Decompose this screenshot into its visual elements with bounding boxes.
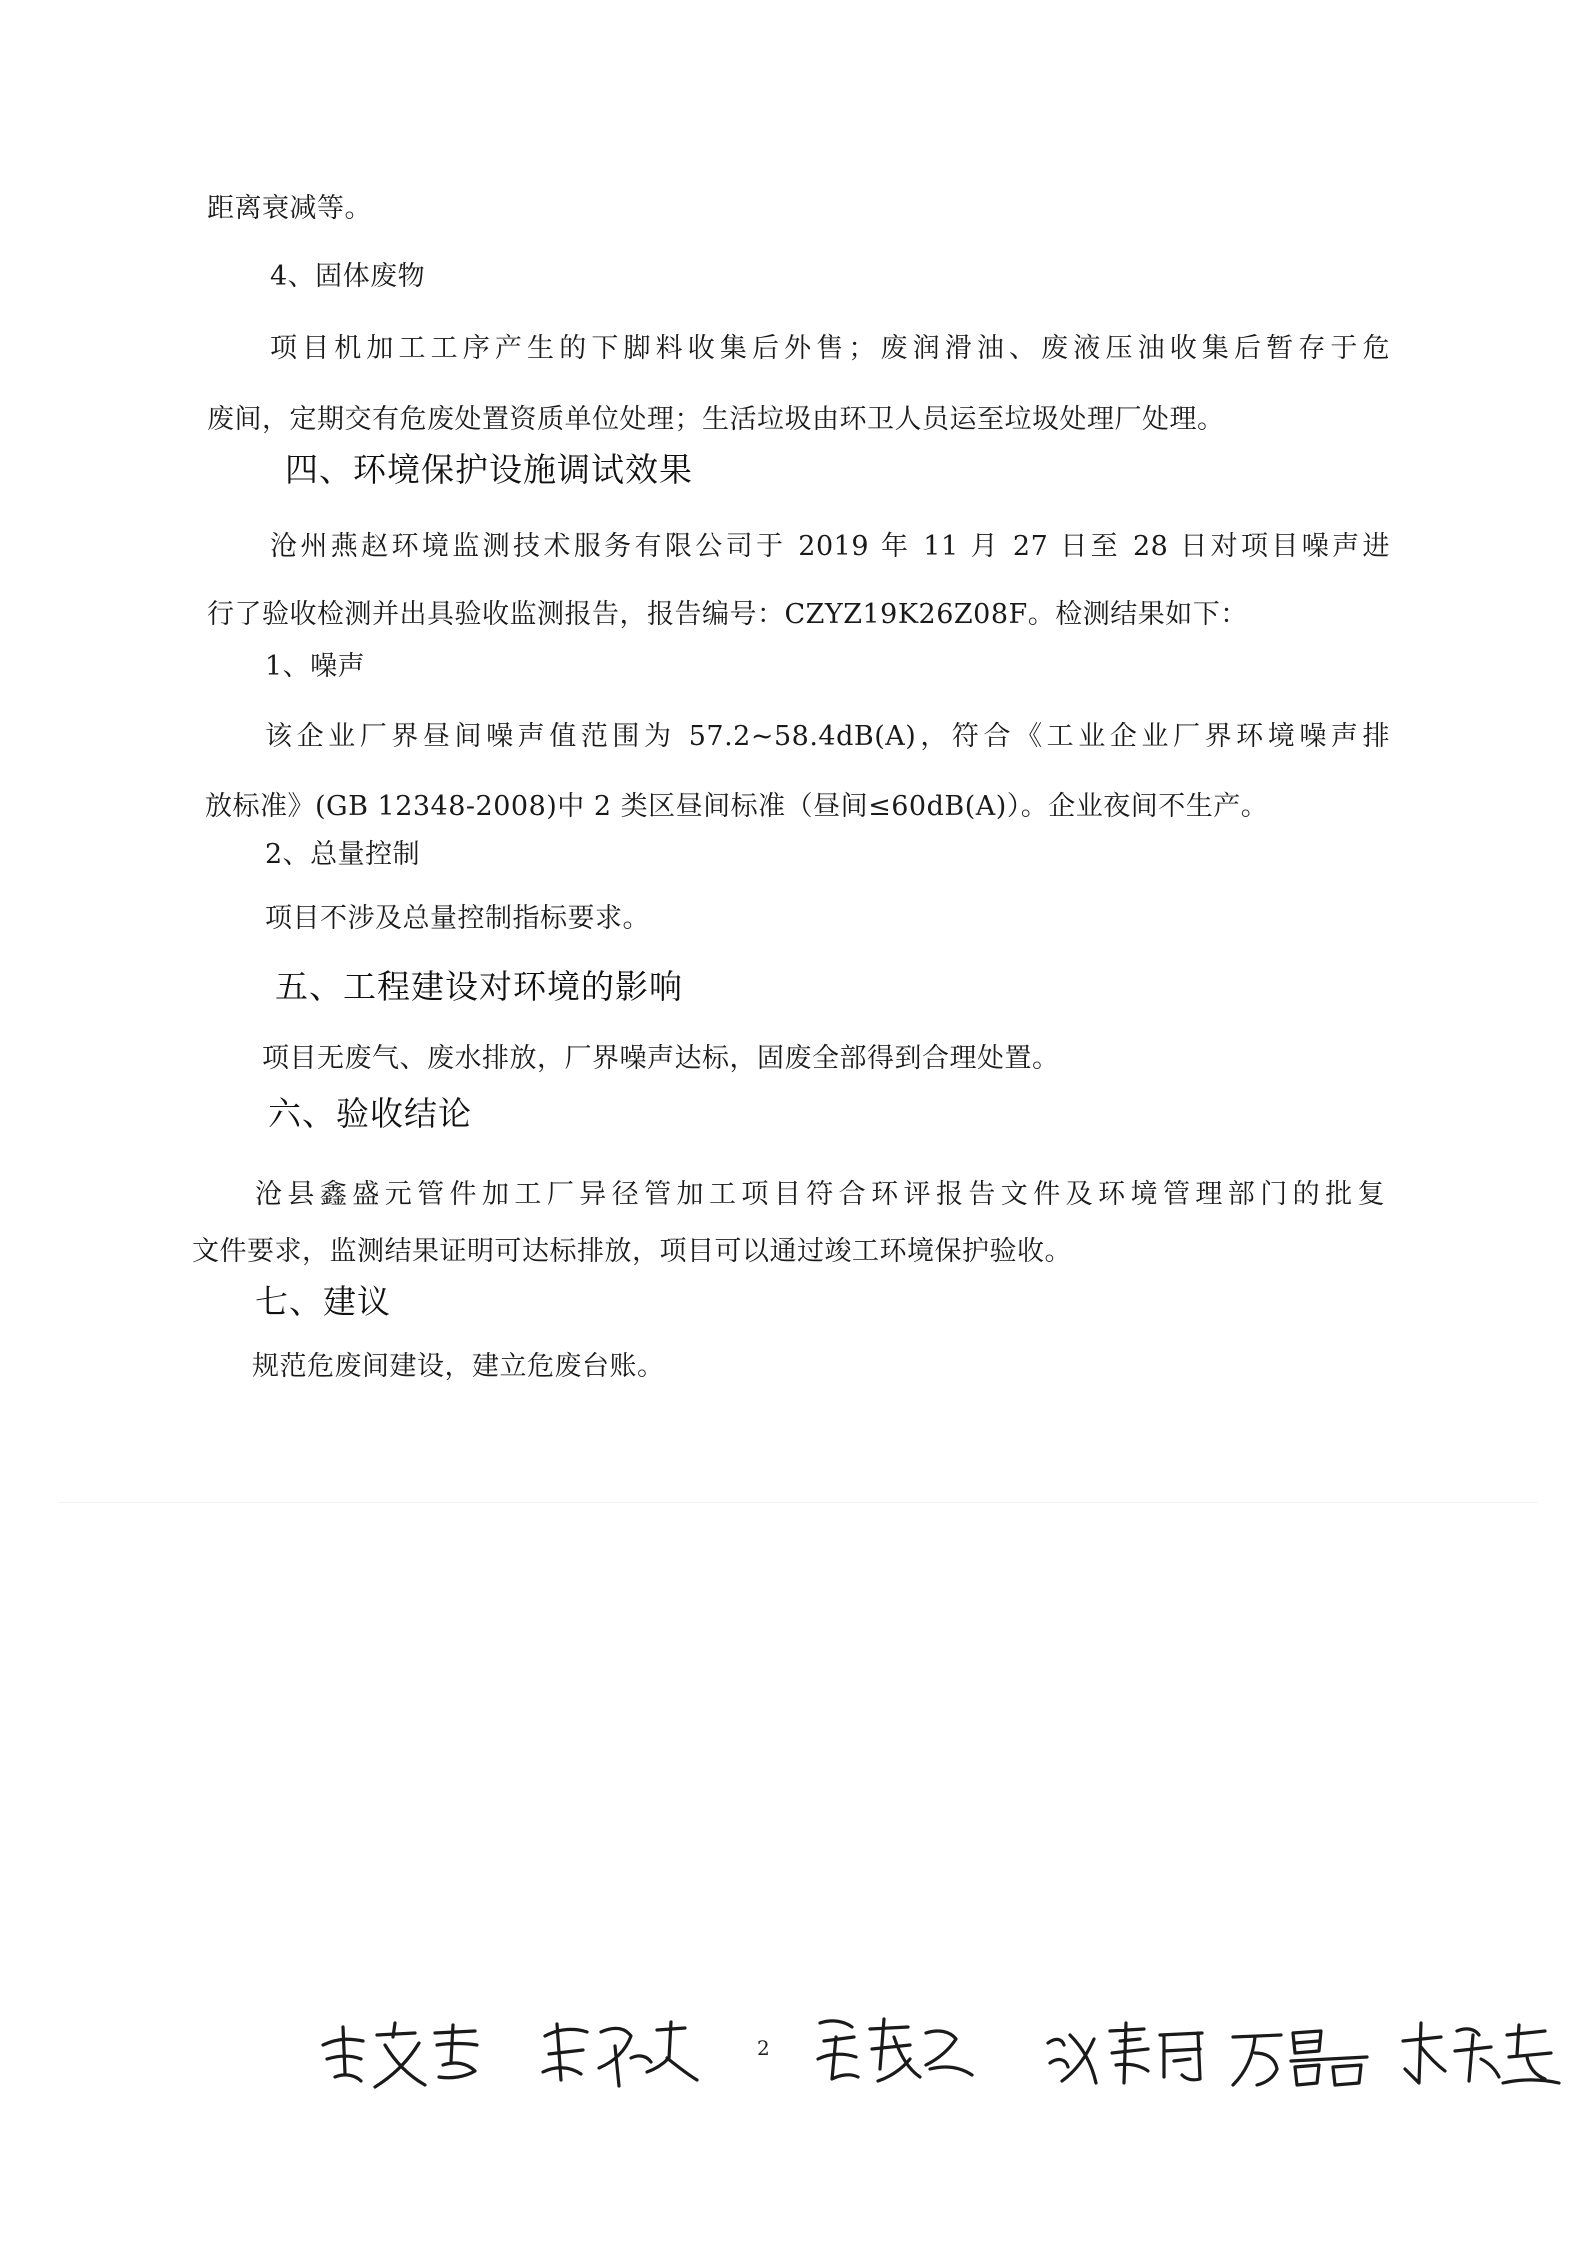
paragraph-line: 放标准》(GB 12348-2008)中 2 类区昼间标准（昼间≤60dB(A)）。企业夜间不生产。 (205, 791, 1269, 822)
section-heading-4: 四、环境保护设施调试效果 (285, 450, 693, 489)
paragraph-line: 文件要求，监测结果证明可达标排放，项目可以通过竣工环境保护验收。 (192, 1236, 1072, 1267)
paragraph-line: 沧州燕赵环境监测技术服务有限公司于 2019 年 11 月 27 日至 28 日对项目噪声进 (270, 531, 1390, 562)
paragraph-line: 项目不涉及总量控制指标要求。 (265, 903, 650, 934)
signature-row (0, 1995, 1587, 2105)
scan-artifact-line (58, 1502, 1538, 1503)
section-heading-6: 六、验收结论 (268, 1094, 472, 1133)
subsection-title-total-control: 2、总量控制 (265, 839, 421, 870)
paragraph-line: 距离衰减等。 (207, 193, 372, 224)
signature-5 (1225, 2017, 1375, 2097)
signature-6 (1395, 2011, 1565, 2096)
subsection-title-noise: 1、噪声 (265, 651, 366, 682)
section-heading-7: 七、建议 (255, 1282, 391, 1321)
paragraph-line: 该企业厂界昼间噪声值范围为 57.2~58.4dB(A)，符合《工业企业厂界环境噪声排 (265, 721, 1390, 752)
paragraph-line: 项目无废气、废水排放，厂界噪声达标，固废全部得到合理处置。 (262, 1043, 1060, 1074)
paragraph-line: 沧县鑫盛元管件加工厂异径管加工项目符合环评报告文件及环境管理部门的批复 (255, 1179, 1385, 1210)
signature-4 (1040, 2013, 1215, 2098)
paragraph-line: 废间，定期交有危废处置资质单位处理；生活垃圾由环卫人员运至垃圾处理厂处理。 (207, 404, 1225, 435)
section-heading-5: 五、工程建设对环境的影响 (275, 967, 683, 1006)
page-number: 2 (757, 2036, 770, 2060)
signature-3 (810, 2009, 980, 2094)
paragraph-line: 规范危废间建设，建立危废台账。 (252, 1351, 665, 1382)
signature-1 (315, 2015, 485, 2095)
paragraph-line: 行了验收检测并出具验收监测报告，报告编号：CZYZ19K26Z08F。检测结果如下： (207, 599, 1248, 630)
subsection-title-solid-waste: 4、固体废物 (270, 261, 426, 292)
paragraph-line: 项目机加工工序产生的下脚料收集后外售；废润滑油、废液压油收集后暂存于危 (270, 333, 1390, 364)
signature-2 (535, 2010, 705, 2095)
